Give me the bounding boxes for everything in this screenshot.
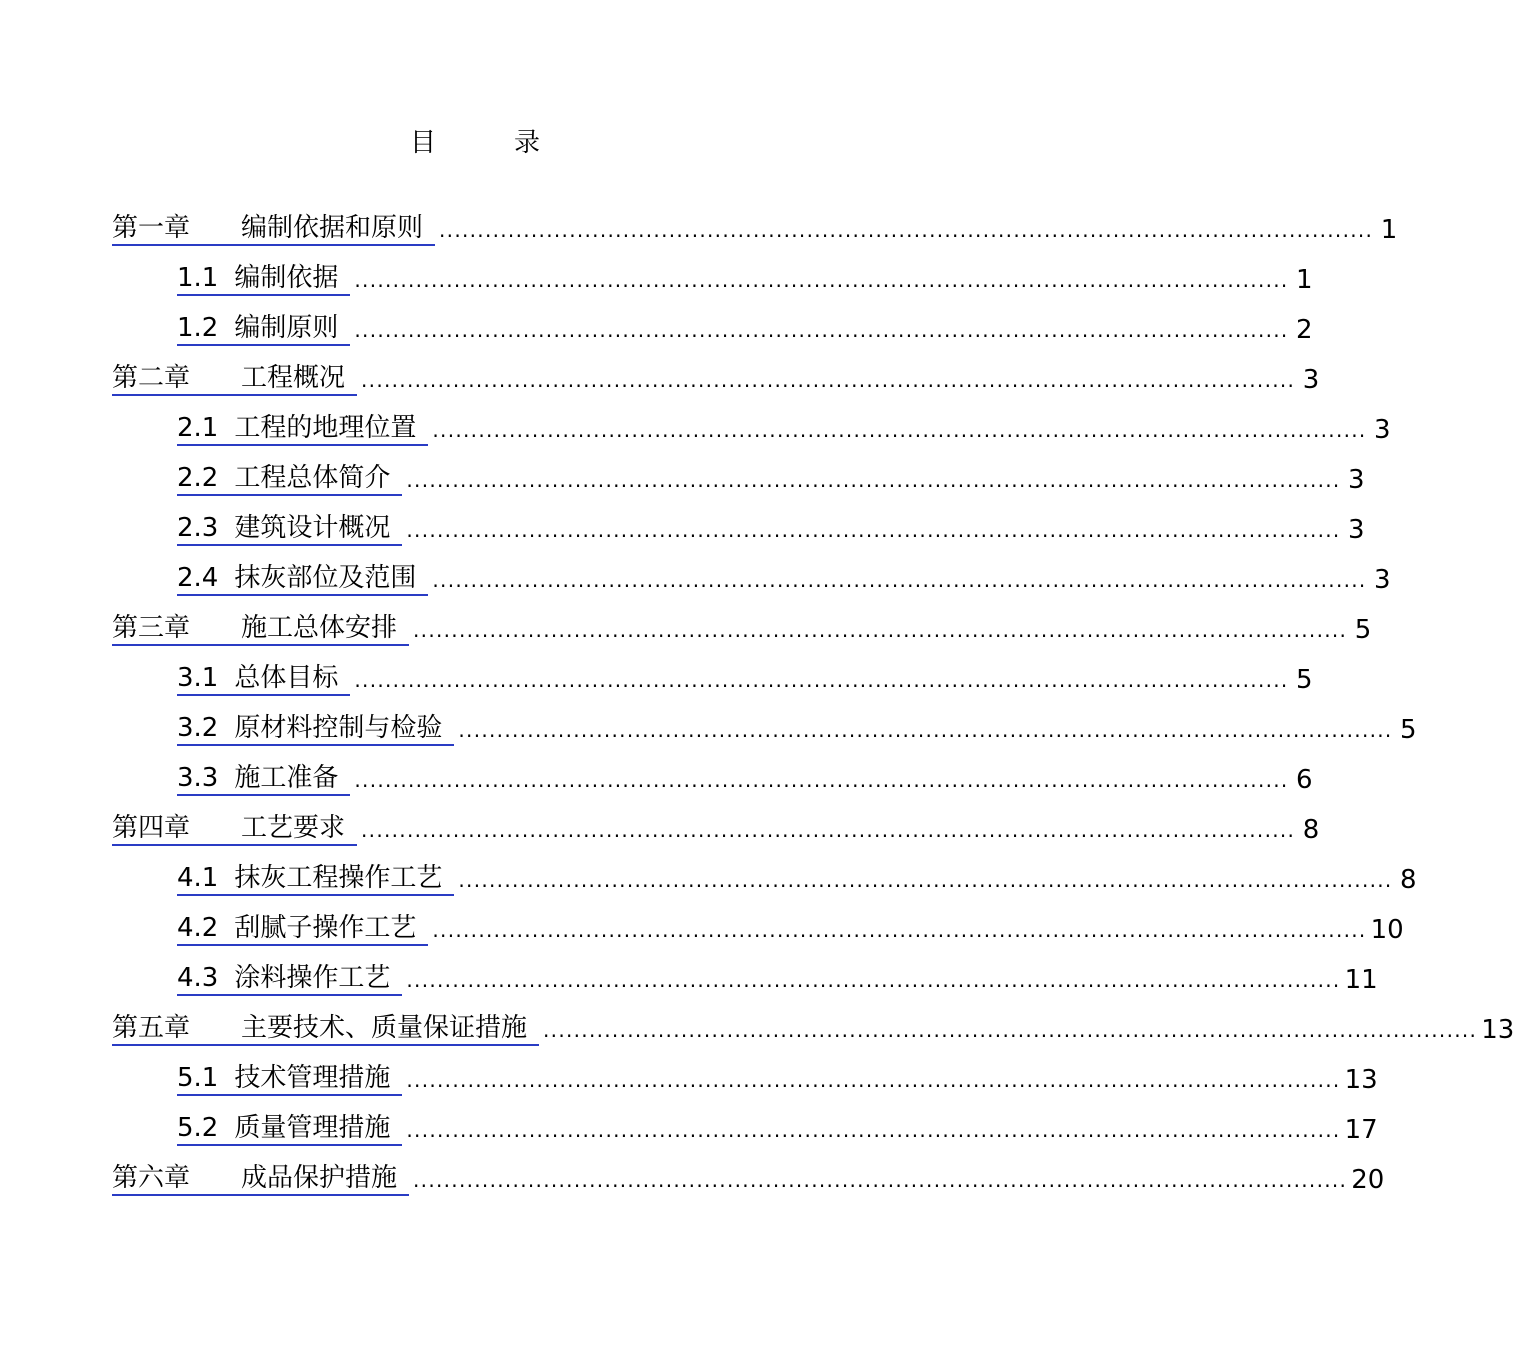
toc-page-number: 2 — [1296, 315, 1313, 345]
toc-link[interactable] — [177, 662, 350, 696]
toc-number: 第六章 — [112, 1163, 191, 1193]
dot-leader: .......................................................................................................................... — [432, 568, 1367, 592]
toc-text: 施工总体安排 — [241, 613, 398, 643]
toc-entry-section-5-1 — [177, 1058, 1378, 1096]
toc-entry-section-2-2 — [177, 458, 1365, 496]
toc-link[interactable] — [112, 812, 357, 846]
dot-leader: .......................................................................................................................... — [458, 868, 1393, 892]
dot-leader: .......................................................................................................................... — [361, 818, 1296, 842]
toc-link[interactable] — [177, 712, 454, 746]
toc-entry-chapter-1 — [112, 208, 1398, 246]
toc-entry-section-4-1 — [177, 858, 1417, 896]
toc-link[interactable] — [112, 1012, 539, 1046]
toc-page-number: 1 — [1380, 215, 1398, 245]
toc-number: 1.2 — [177, 313, 219, 343]
toc-number: 3.3 — [177, 763, 219, 793]
toc-number: 第二章 — [112, 363, 191, 393]
toc-link[interactable] — [177, 762, 350, 796]
toc-entry-section-2-3 — [177, 508, 1365, 546]
dot-leader: .......................................................................................................................... — [406, 1118, 1341, 1142]
toc-text: 工艺要求 — [241, 813, 346, 843]
toc-page-number: 13 — [1481, 1015, 1514, 1045]
toc-page-number: 20 — [1351, 1165, 1385, 1195]
toc-title-char-1: 目 — [409, 128, 436, 158]
toc-entry-section-1-1 — [177, 258, 1313, 296]
toc-text: 抹灰部位及范围 — [234, 563, 417, 593]
toc-link[interactable] — [177, 912, 428, 946]
toc-entry-chapter-3 — [112, 608, 1372, 646]
toc-entry-chapter-6 — [112, 1158, 1385, 1196]
toc-text: 技术管理措施 — [234, 1063, 391, 1093]
toc-page-number: 8 — [1400, 865, 1417, 895]
dot-leader: .......................................................................................................................... — [439, 218, 1374, 242]
toc-entry-section-5-2 — [177, 1108, 1378, 1146]
toc-text: 施工准备 — [234, 763, 339, 793]
dot-leader: .......................................................................................................................... — [406, 1068, 1341, 1092]
toc-entry-section-2-4 — [177, 558, 1391, 596]
toc-text: 成品保护措施 — [241, 1163, 398, 1193]
toc-page-number: 3 — [1374, 565, 1391, 595]
toc-entry-section-4-3 — [177, 958, 1378, 996]
toc-text: 编制依据 — [234, 263, 339, 293]
dot-leader: .......................................................................................................................... — [354, 268, 1289, 292]
dot-leader: .......................................................................................................................... — [432, 418, 1367, 442]
toc-page-number: 3 — [1302, 365, 1320, 395]
toc-number: 第三章 — [112, 613, 191, 643]
toc-number: 4.1 — [177, 863, 219, 893]
toc-link[interactable] — [177, 462, 402, 496]
toc-link[interactable] — [177, 862, 454, 896]
toc-page-number: 5 — [1354, 615, 1372, 645]
toc-text: 刮腻子操作工艺 — [234, 913, 417, 943]
toc-text: 编制原则 — [234, 313, 339, 343]
dot-leader: .......................................................................................................................... — [406, 468, 1341, 492]
toc-text: 质量管理措施 — [234, 1113, 391, 1143]
dot-leader: .......................................................................................................................... — [543, 1018, 1478, 1042]
toc-page-number: 1 — [1296, 265, 1313, 295]
toc-number: 4.3 — [177, 963, 219, 993]
toc-number: 5.2 — [177, 1113, 219, 1143]
toc-number: 4.2 — [177, 913, 219, 943]
toc-page-number: 6 — [1296, 765, 1313, 795]
dot-leader: .......................................................................................................................... — [413, 618, 1348, 642]
toc-text: 编制依据和原则 — [241, 213, 424, 243]
toc-entry-chapter-2 — [112, 358, 1320, 396]
toc-text: 主要技术、质量保证措施 — [241, 1013, 528, 1043]
toc-page-number: 17 — [1344, 1115, 1378, 1145]
toc-number: 2.2 — [177, 463, 219, 493]
dot-leader: .......................................................................................................................... — [432, 918, 1367, 942]
toc-link[interactable] — [177, 312, 350, 346]
toc-page-number: 13 — [1344, 1065, 1378, 1095]
toc-text: 总体目标 — [234, 663, 339, 693]
toc-entry-section-2-1 — [177, 408, 1391, 446]
dot-leader: .......................................................................................................................... — [354, 318, 1289, 342]
toc-number: 3.1 — [177, 663, 219, 693]
toc-link[interactable] — [177, 1112, 402, 1146]
toc-number: 2.4 — [177, 563, 219, 593]
toc-number: 第五章 — [112, 1013, 191, 1043]
toc-page-number: 3 — [1374, 415, 1391, 445]
toc-link[interactable] — [177, 262, 350, 296]
toc-link[interactable] — [112, 362, 357, 396]
dot-leader: .......................................................................................................................... — [406, 968, 1341, 992]
toc-text: 工程的地理位置 — [234, 413, 417, 443]
toc-page-number: 5 — [1296, 665, 1313, 695]
toc-text: 工程概况 — [241, 363, 346, 393]
dot-leader: .......................................................................................................................... — [354, 668, 1289, 692]
toc-link[interactable] — [112, 212, 435, 246]
toc-entry-chapter-4 — [112, 808, 1320, 846]
toc-text: 建筑设计概况 — [234, 513, 391, 543]
toc-number: 第四章 — [112, 813, 191, 843]
toc-link[interactable] — [112, 612, 409, 646]
toc-page-number: 10 — [1370, 915, 1404, 945]
dot-leader: .......................................................................................................................... — [354, 768, 1289, 792]
toc-page-number: 3 — [1348, 515, 1365, 545]
toc-text: 涂料操作工艺 — [234, 963, 391, 993]
toc-text: 工程总体简介 — [234, 463, 391, 493]
toc-entry-section-3-1 — [177, 658, 1313, 696]
toc-page-number: 11 — [1344, 965, 1378, 995]
toc-text: 原材料控制与检验 — [234, 713, 443, 743]
toc-page-number: 8 — [1302, 815, 1320, 845]
toc-link[interactable] — [177, 412, 428, 446]
toc-page-number: 3 — [1348, 465, 1365, 495]
toc-link[interactable] — [177, 512, 402, 546]
dot-leader: .......................................................................................................................... — [413, 1168, 1348, 1192]
dot-leader: .......................................................................................................................... — [361, 368, 1296, 392]
toc-link[interactable] — [177, 962, 402, 996]
toc-entry-section-1-2 — [177, 308, 1313, 346]
toc-entry-chapter-5 — [112, 1008, 1514, 1046]
toc-entry-section-3-3 — [177, 758, 1313, 796]
toc-link[interactable] — [177, 562, 428, 596]
toc-number: 1.1 — [177, 263, 219, 293]
toc-title — [0, 122, 950, 159]
toc-link[interactable] — [112, 1162, 409, 1196]
toc-page-number: 5 — [1400, 715, 1417, 745]
toc-number: 2.3 — [177, 513, 219, 543]
dot-leader: .......................................................................................................................... — [458, 718, 1393, 742]
toc-number: 5.1 — [177, 1063, 219, 1093]
toc-number: 第一章 — [112, 213, 191, 243]
toc-number: 3.2 — [177, 713, 219, 743]
dot-leader: .......................................................................................................................... — [406, 518, 1341, 542]
toc-number: 2.1 — [177, 413, 219, 443]
toc-text: 抹灰工程操作工艺 — [234, 863, 443, 893]
toc-title-char-2: 录 — [514, 128, 541, 158]
toc-link[interactable] — [177, 1062, 402, 1096]
toc-entry-section-4-2 — [177, 908, 1404, 946]
toc-entry-section-3-2 — [177, 708, 1417, 746]
